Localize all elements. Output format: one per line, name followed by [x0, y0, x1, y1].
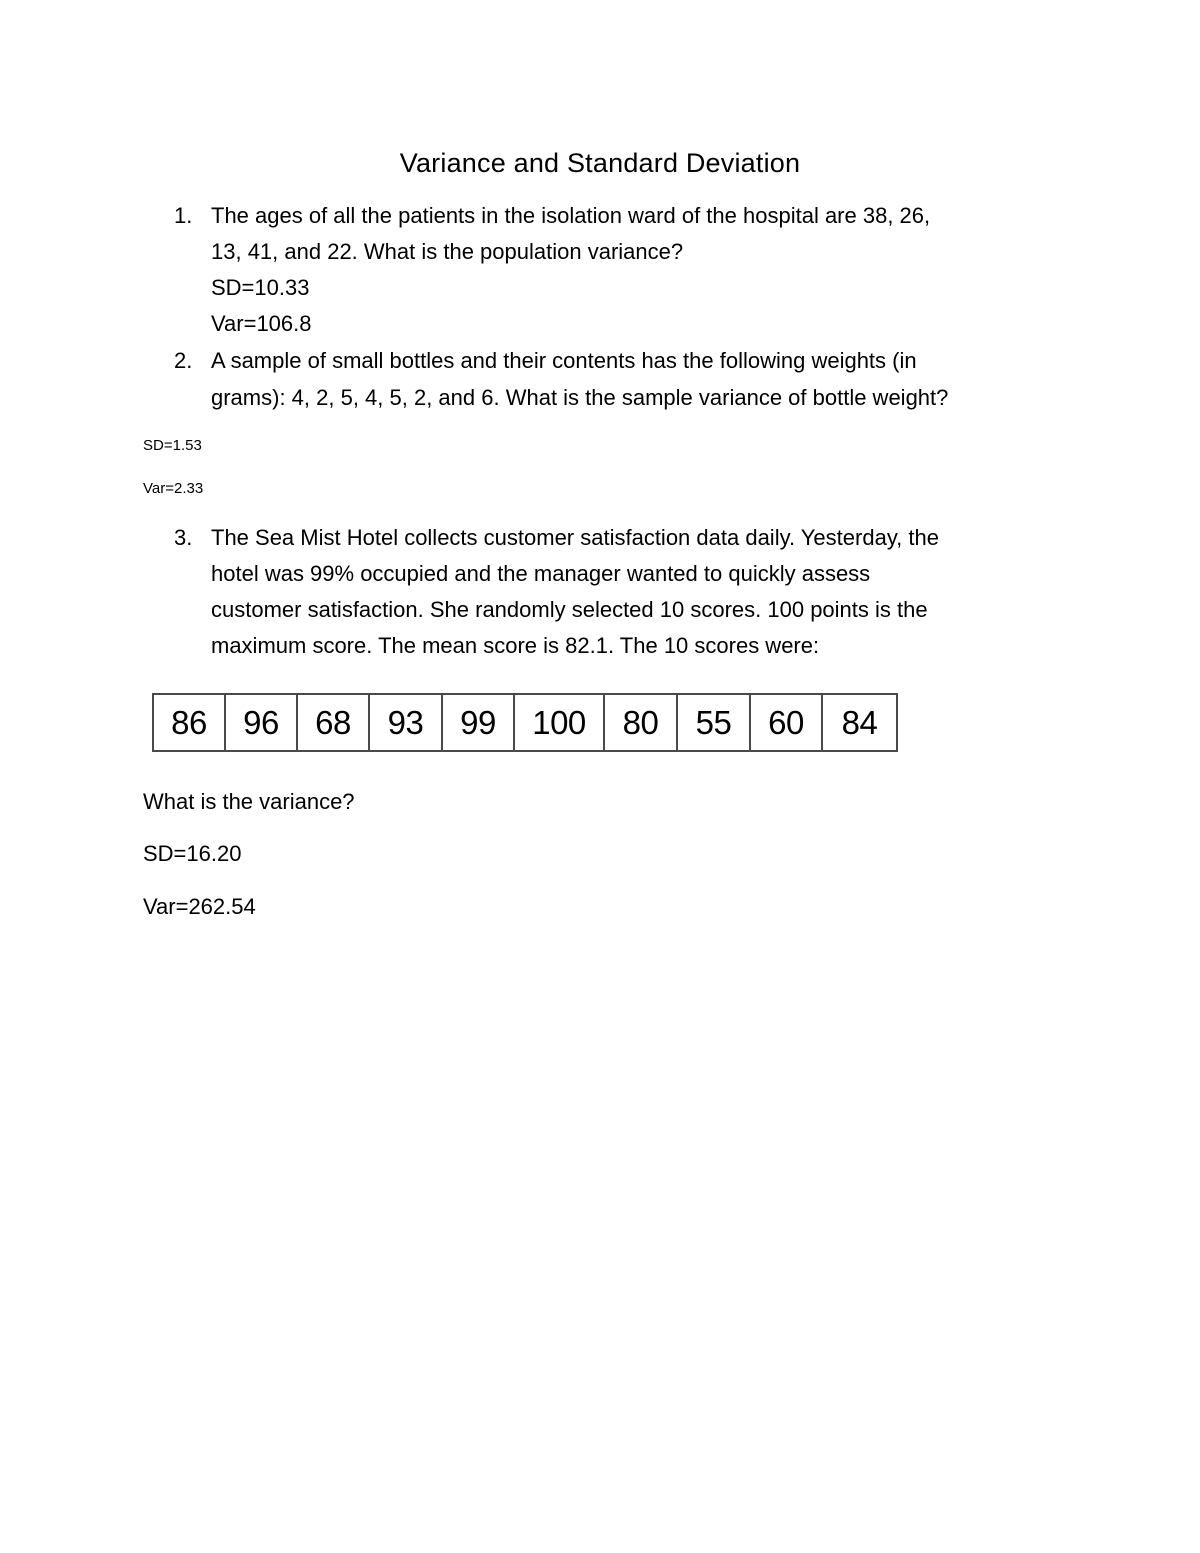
- score-cell: 99: [443, 695, 515, 750]
- score-cell: 84: [841, 703, 878, 741]
- question-3-followup: What is the variance?: [143, 789, 355, 814]
- question-1-number: 1.: [174, 203, 193, 228]
- question-3-line-1: The Sea Mist Hotel collects customer satisfaction data daily. Yesterday, the: [211, 525, 939, 550]
- question-2-var-answer: Var=2.33: [143, 480, 204, 497]
- question-2-sd-answer: SD=1.53: [143, 437, 202, 454]
- question-2-number: 2.: [174, 348, 193, 373]
- score-cell: 96: [226, 695, 298, 750]
- question-1-sd-answer: SD=10.33: [211, 275, 310, 300]
- question-1-line-2: 13, 41, and 22. What is the population variance?: [211, 239, 684, 264]
- score-cell: 100: [515, 695, 605, 750]
- score-cell: 93: [370, 695, 443, 750]
- scores-table: [152, 693, 898, 752]
- question-3-line-2: hotel was 99% occupied and the manager wanted to quickly assess: [211, 561, 871, 586]
- question-3-var-answer: Var=262.54: [143, 894, 256, 919]
- question-3-line-3: customer satisfaction. She randomly selected 10 scores. 100 points is the: [211, 597, 928, 622]
- question-1-var-answer: Var=106.8: [211, 311, 312, 336]
- question-3-number: 3.: [174, 525, 193, 550]
- score-cell: 86: [154, 695, 226, 750]
- question-1-line-1: The ages of all the patients in the isolation ward of the hospital are 38, 26,: [211, 203, 931, 228]
- score-cell: 68: [298, 695, 370, 750]
- score-cell: 60: [751, 695, 823, 750]
- score-cell: 80: [605, 695, 678, 750]
- question-2-line-1: A sample of small bottles and their contents has the following weights (in: [211, 348, 917, 373]
- question-2-line-2: grams): 4, 2, 5, 4, 5, 2, and 6. What is the sample variance of bottle weight?: [211, 385, 949, 410]
- page-title: Variance and Standard Deviation: [399, 148, 801, 178]
- question-3-line-4: maximum score. The mean score is 82.1. The 10 scores were:: [211, 633, 820, 658]
- question-3-sd-answer: SD=16.20: [143, 841, 242, 866]
- score-cell: 55: [678, 695, 751, 750]
